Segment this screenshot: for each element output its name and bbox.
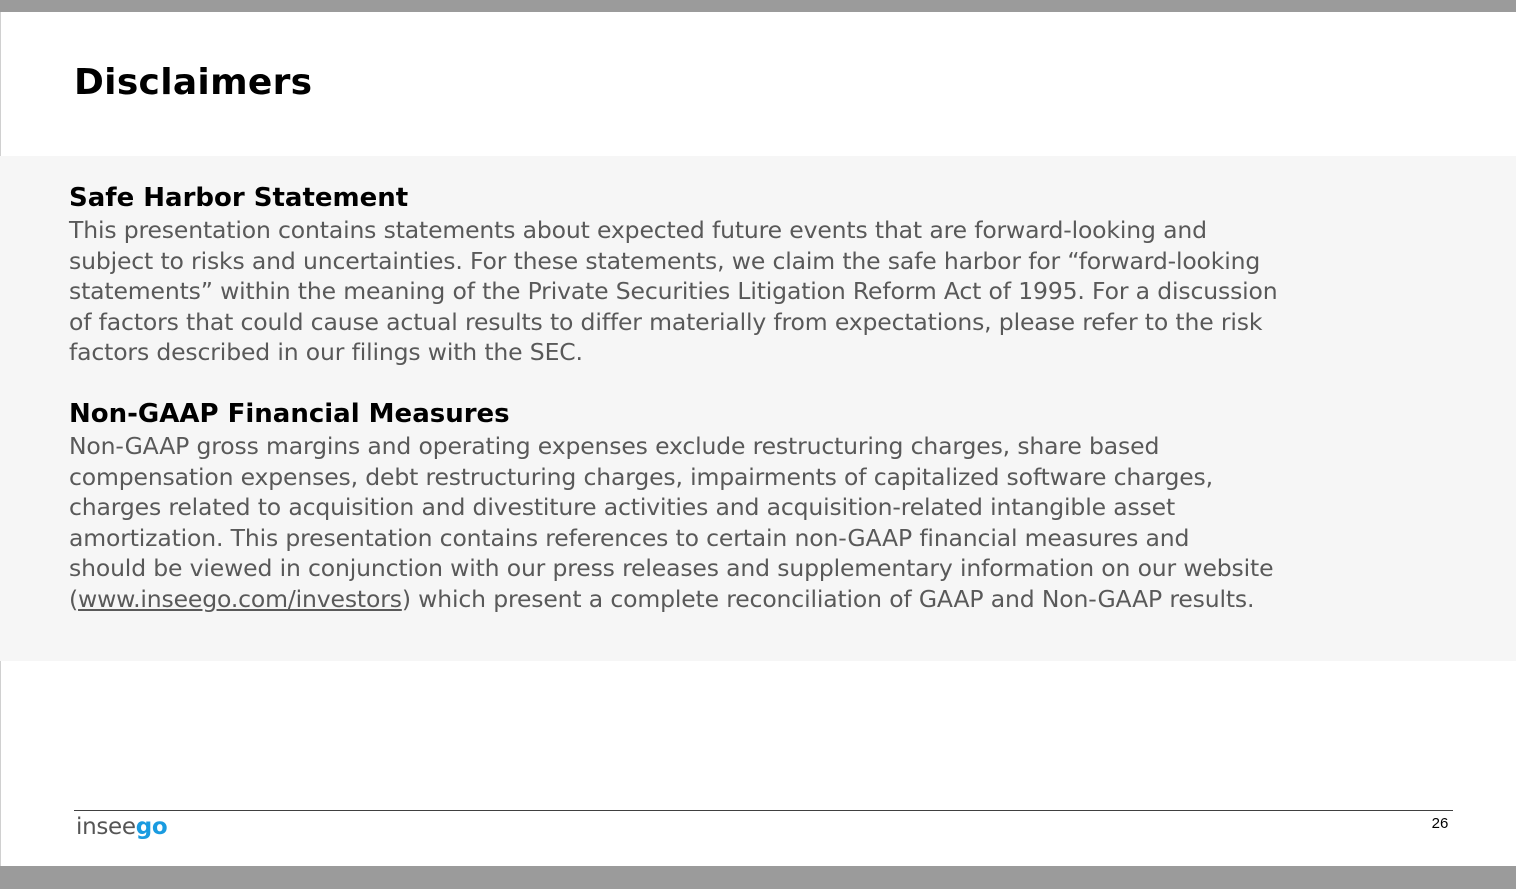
open-paren: ( bbox=[69, 584, 79, 613]
logo-text-insee: insee bbox=[76, 814, 136, 840]
non-gaap-line: compensation expenses, debt restructuring charges, impairments of capitalized software charges, bbox=[69, 462, 1213, 491]
safe-harbor-line: subject to risks and uncertainties. For these statements, we claim the safe harbor for “forward-looking bbox=[69, 246, 1261, 275]
top-bar bbox=[0, 0, 1516, 12]
non-gaap-last-line bbox=[69, 584, 1389, 615]
safe-harbor-line: This presentation contains statements about expected future events that are forward-looking and bbox=[69, 216, 1207, 244]
safe-harbor-section bbox=[69, 182, 1389, 368]
inseego-logo bbox=[76, 814, 167, 840]
closing-text: ) which present a complete reconciliation of GAAP and Non-GAAP results. bbox=[401, 584, 1255, 613]
non-gaap-line: Non-GAAP gross margins and operating expenses exclude restructuring charges, share based bbox=[69, 432, 1160, 460]
page-title: Disclaimers bbox=[74, 62, 313, 103]
safe-harbor-text bbox=[69, 215, 1389, 368]
bottom-bar bbox=[0, 866, 1516, 889]
non-gaap-line: should be viewed in conjunction with our press releases and supplementary information on our website bbox=[69, 554, 1274, 582]
footer-divider bbox=[74, 810, 1453, 811]
safe-harbor-line: statements” within the meaning of the Private Securities Litigation Reform Act of 1995. For a discussion bbox=[69, 277, 1278, 305]
safe-harbor-line: factors described in our filings with the SEC. bbox=[69, 338, 583, 366]
non-gaap-text bbox=[69, 431, 1389, 614]
logo-text-go: go bbox=[135, 814, 168, 840]
non-gaap-line: charges related to acquisition and divestiture activities and acquisition-related intangible asset bbox=[69, 493, 1176, 521]
non-gaap-section bbox=[69, 398, 1389, 614]
non-gaap-line: amortization. This presentation contains references to certain non-GAAP financial measures and bbox=[69, 523, 1190, 552]
safe-harbor-heading: Safe Harbor Statement bbox=[69, 183, 409, 213]
investors-link[interactable]: www.inseego.com/investors bbox=[78, 584, 402, 613]
page-number: 26 bbox=[1431, 815, 1449, 832]
safe-harbor-line: of factors that could cause actual results to differ materially from expectations, please refer to the risk bbox=[69, 307, 1263, 336]
non-gaap-heading: Non-GAAP Financial Measures bbox=[69, 399, 510, 429]
